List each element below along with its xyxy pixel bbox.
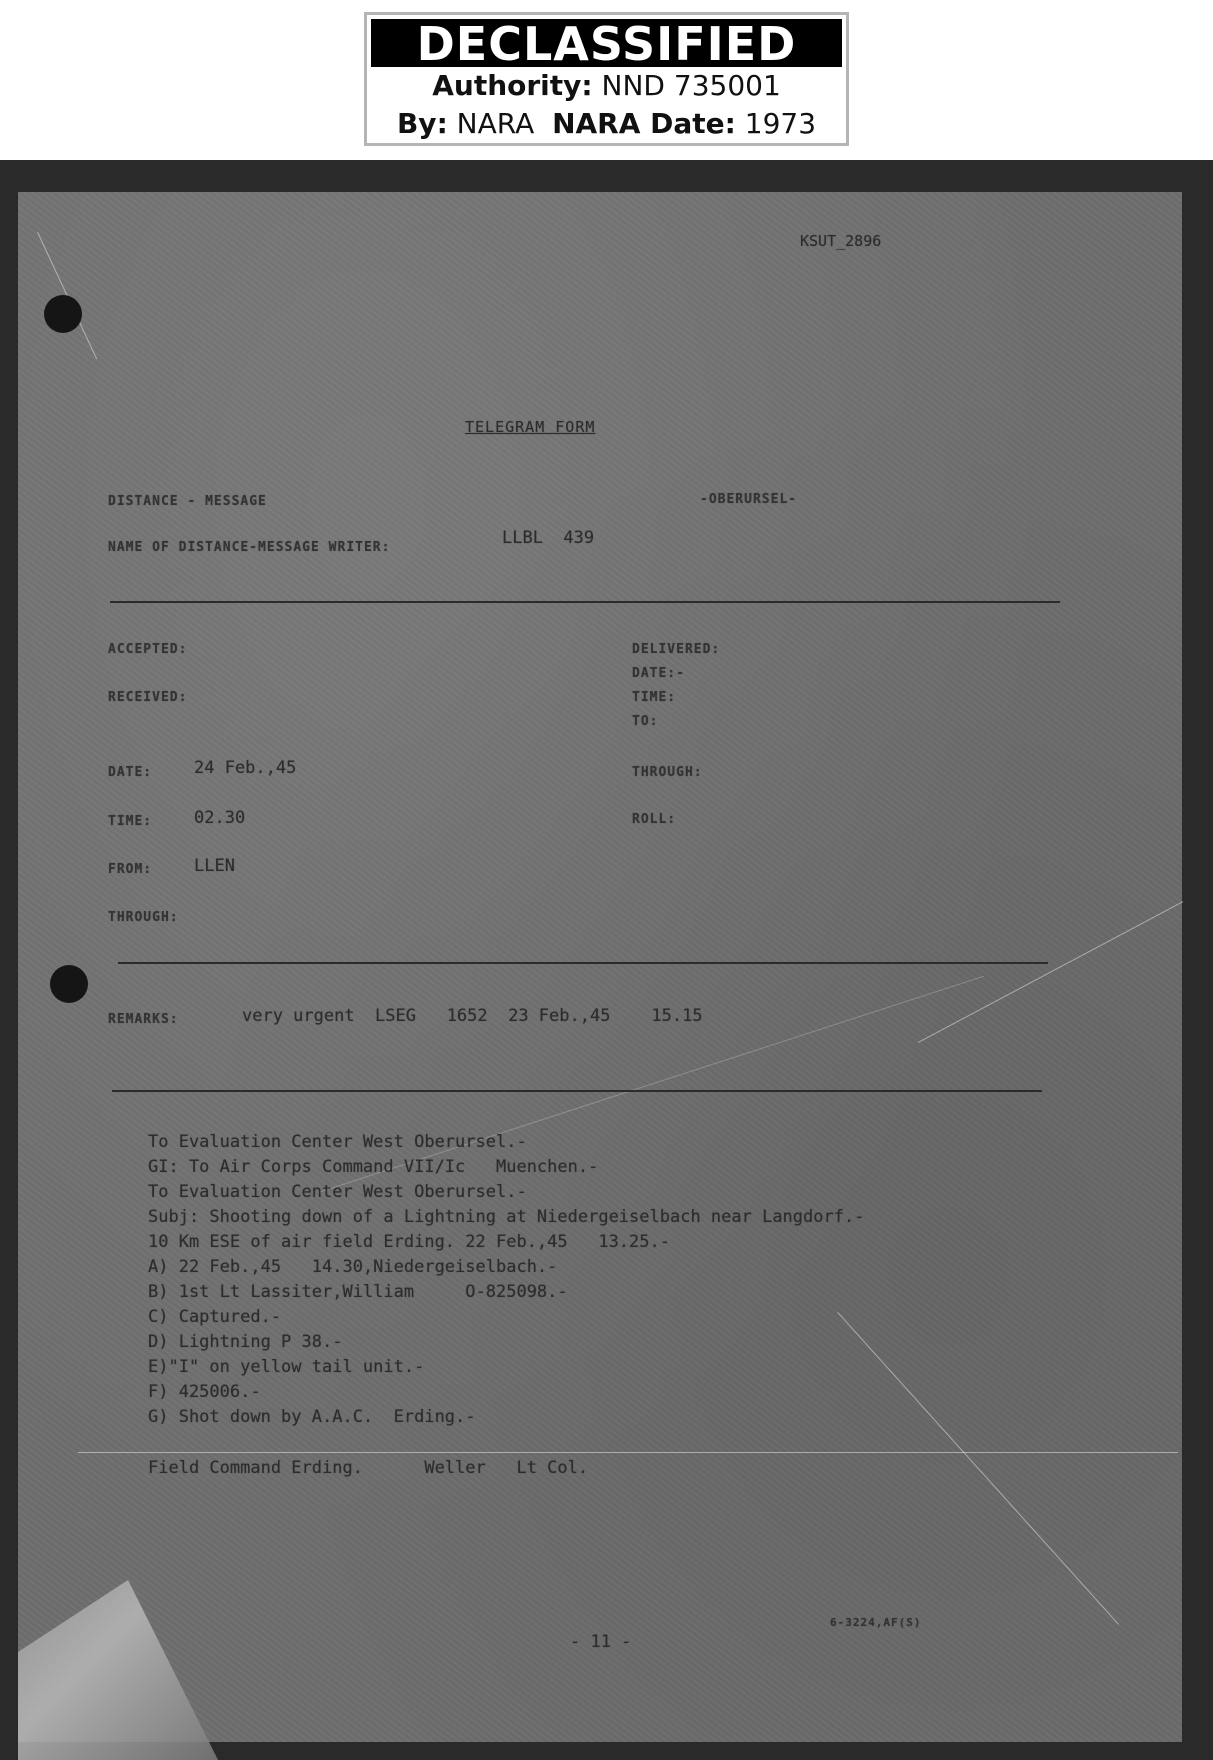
divider-2: [118, 962, 1048, 964]
message-line: C) Captured.-: [148, 1307, 282, 1327]
message-line: G) Shot down by A.A.C. Erding.-: [148, 1407, 476, 1427]
punch-hole-top: [44, 295, 82, 333]
message-line: 10 Km ESE of air field Erding. 22 Feb.,45 13.25.-: [148, 1232, 670, 1252]
message-line: To Evaluation Center West Oberursel.-: [148, 1132, 527, 1152]
message-line: GI: To Air Corps Command VII/Ic Muenchen.-: [148, 1157, 599, 1177]
by-value: NARA: [456, 107, 535, 140]
remarks-label: REMARKS:: [108, 1012, 179, 1027]
declassified-stamp: [364, 12, 849, 146]
authority-value: NND 735001: [601, 69, 781, 102]
delivered-date-label: DATE:-: [632, 666, 685, 681]
received-label: RECEIVED:: [108, 690, 188, 705]
accepted-label: ACCEPTED:: [108, 642, 188, 657]
stamp-by: [367, 105, 846, 143]
punch-hole-bottom: [50, 965, 88, 1003]
time-value: 02.30: [194, 808, 246, 828]
page-number: - 11 -: [570, 1632, 632, 1652]
roll-label: ROLL:: [632, 812, 677, 827]
remarks-value: very urgent LSEG 1652 23 Feb.,45 15.15: [242, 1006, 703, 1026]
delivered-label: DELIVERED:: [632, 642, 721, 657]
message-line: To Evaluation Center West Oberursel.-: [148, 1182, 527, 1202]
divider-3: [112, 1090, 1042, 1092]
stamp-authority: [367, 67, 846, 105]
document-reference: KSUT_2896: [800, 232, 882, 250]
time-label: TIME:: [108, 814, 153, 829]
stamp-title: DECLASSIFIED: [371, 19, 842, 67]
divider-1: [110, 601, 1060, 603]
through-right-label: THROUGH:: [632, 765, 703, 780]
through-label: THROUGH:: [108, 910, 179, 925]
form-title: TELEGRAM FORM: [465, 418, 596, 436]
scanned-page: [0, 160, 1213, 1760]
delivered-time-label: TIME:: [632, 690, 677, 705]
form-number: 6-3224,AF(S): [830, 1616, 922, 1629]
authority-label: Authority:: [432, 69, 593, 102]
message-line: F) 425006.-: [148, 1382, 261, 1402]
from-value: LLEN: [194, 856, 235, 876]
message-line: A) 22 Feb.,45 14.30,Niedergeiselbach.-: [148, 1257, 558, 1277]
telegram-paper: [18, 192, 1182, 1742]
delivered-to-label: TO:: [632, 714, 659, 729]
distance-message-label: DISTANCE - MESSAGE: [108, 494, 267, 509]
message-line: Subj: Shooting down of a Lightning at Niedergeiselbach near Langdorf.-: [148, 1207, 865, 1227]
writer-value: LLBL 439: [502, 528, 595, 548]
location-label: -OBERURSEL-: [700, 492, 798, 507]
signature-line: Field Command Erding. Weller Lt Col.: [148, 1458, 589, 1478]
message-line: D) Lightning P 38.-: [148, 1332, 343, 1352]
by-label: By:: [396, 107, 448, 140]
message-line: B) 1st Lt Lassiter,William O-825098.-: [148, 1282, 568, 1302]
nara-date-label: NARA Date:: [552, 107, 736, 140]
date-value: 24 Feb.,45: [194, 758, 297, 778]
date-label: DATE:: [108, 765, 153, 780]
message-line: E)"I" on yellow tail unit.-: [148, 1357, 425, 1377]
nara-date-value: 1973: [744, 107, 817, 140]
from-label: FROM:: [108, 862, 153, 877]
writer-label: NAME OF DISTANCE-MESSAGE WRITER:: [108, 540, 391, 555]
